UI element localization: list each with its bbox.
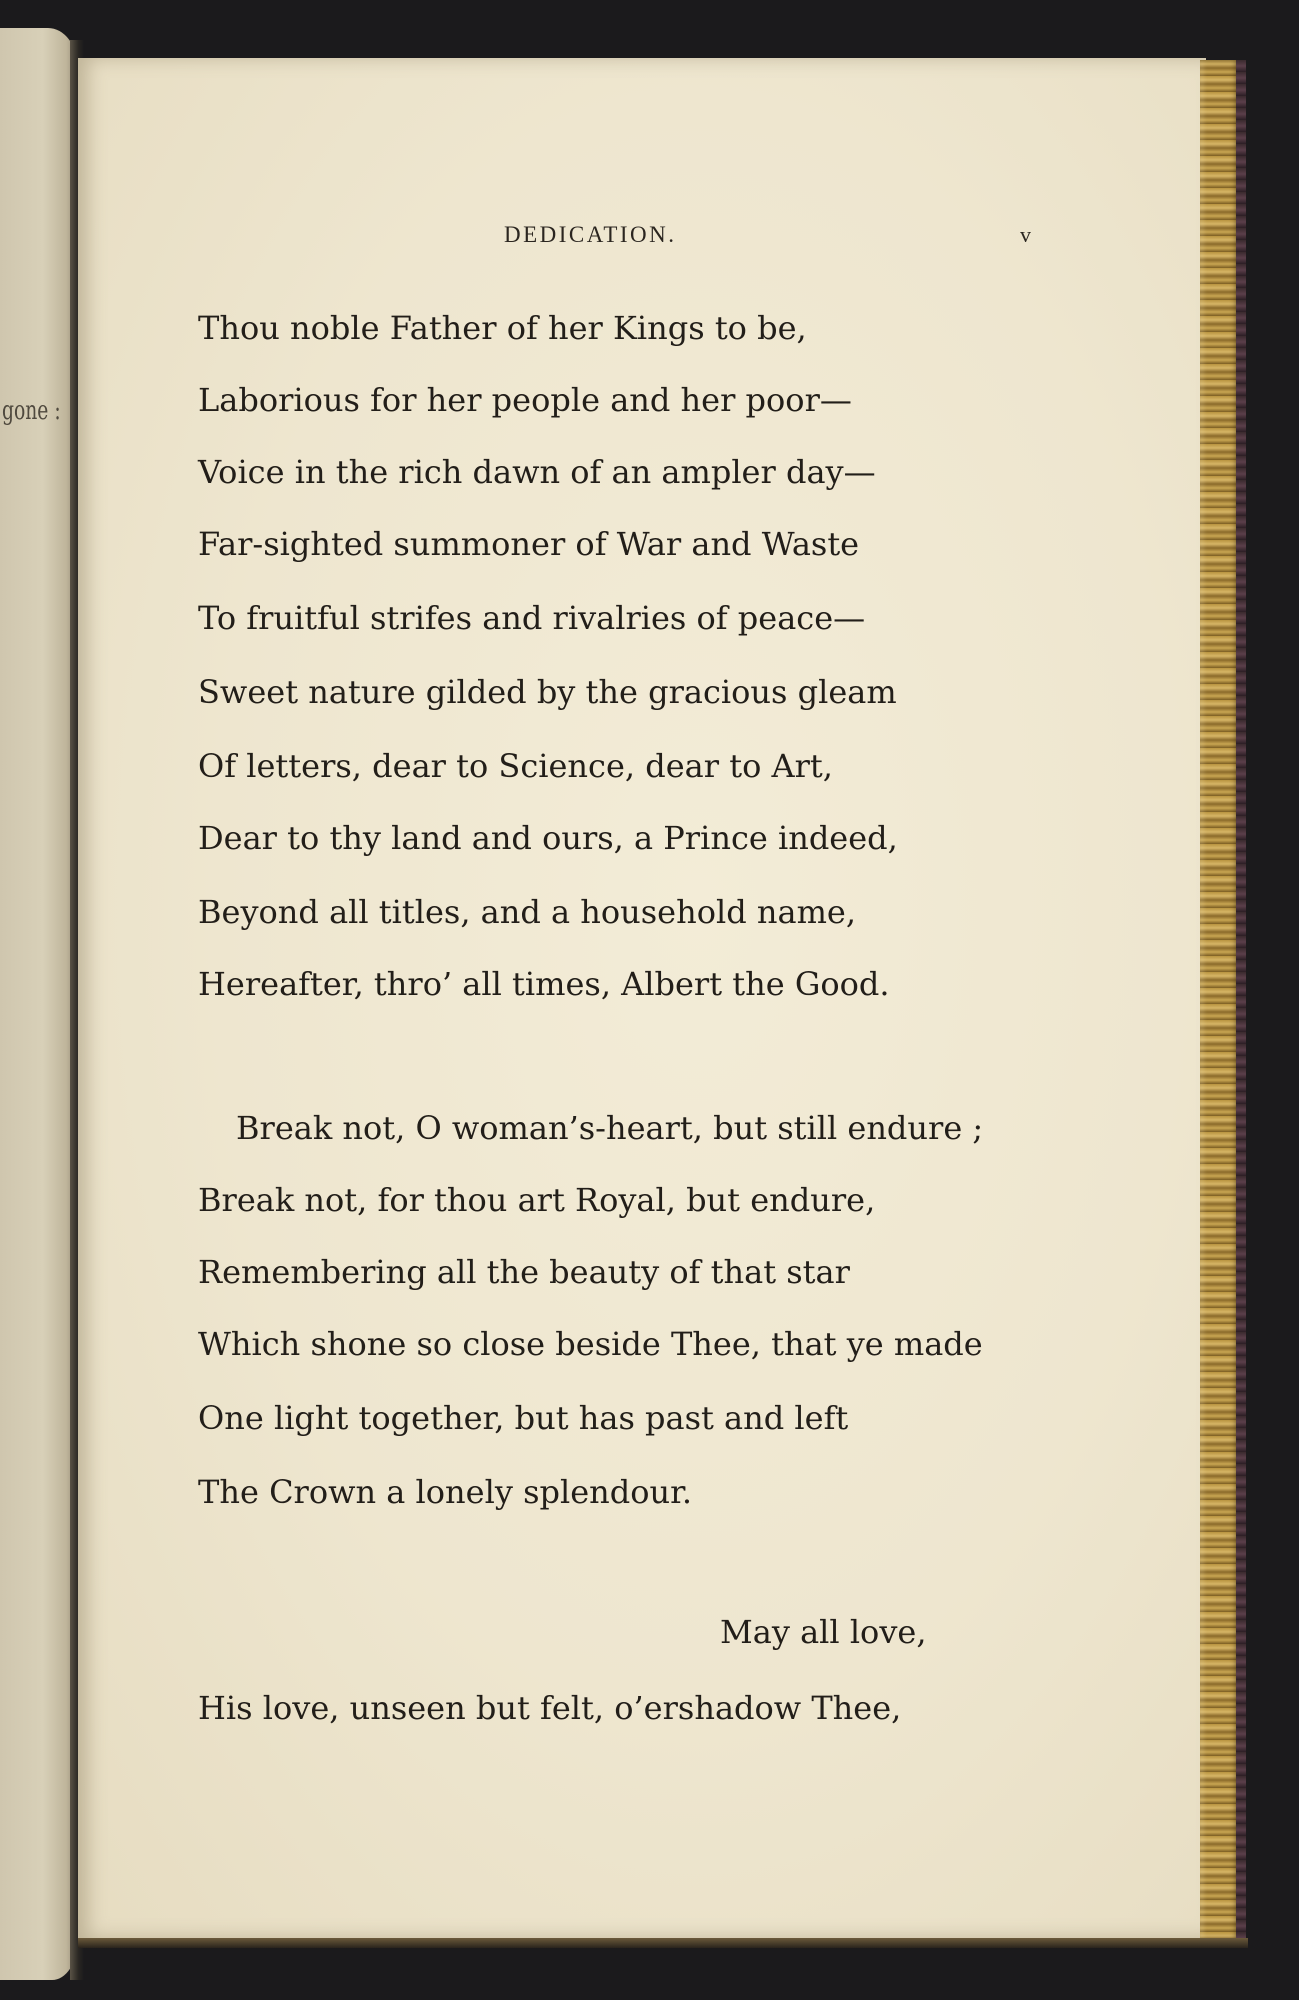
poem-line: Which shone so close beside Thee, that ye made [198,1325,983,1363]
poem-line: Dear to thy land and ours, a Prince indeed, [198,819,898,857]
poem-line: Break not, for thou art Royal, but endure, [198,1181,876,1219]
poem-line: Voice in the rich dawn of an ampler day— [198,453,876,491]
page-number: v [1020,222,1031,247]
poem-line: Sweet nature gilded by the gracious gleam [198,673,897,711]
gilded-page-edge [1200,60,1240,1940]
cover-bottom-edge [78,1938,1248,1948]
poem-line: One light together, but has past and left [198,1399,849,1437]
poem-line: To fruitful strifes and rivalries of peace— [198,599,866,637]
poem-line: His love, unseen but felt, o’ershadow Thee, [198,1689,902,1727]
poem-line: Break not, O woman’s-heart, but still endure ; [236,1109,984,1147]
poem-line: Beyond all titles, and a household name, [198,893,857,931]
poem-line: Of letters, dear to Science, dear to Art, [198,747,833,785]
poem-line: The Crown a lonely splendour. [198,1473,693,1511]
poem-line: Hereafter, thro’ all times, Albert the Good. [198,965,890,1003]
poem-line: Laborious for her people and her poor— [198,381,852,419]
poem-line: Remembering all the beauty of that star [198,1253,850,1291]
cover-edge [1236,60,1246,1940]
poem-line: Thou noble Father of her Kings to be, [198,309,807,347]
poem-line: May all love, [720,1613,927,1651]
previous-page-text-fragment: gone : [2,396,61,426]
poem-line: Far-sighted summoner of War and Waste [198,525,860,563]
running-title: DEDICATION. [504,222,677,247]
previous-page-edge [0,28,78,1980]
